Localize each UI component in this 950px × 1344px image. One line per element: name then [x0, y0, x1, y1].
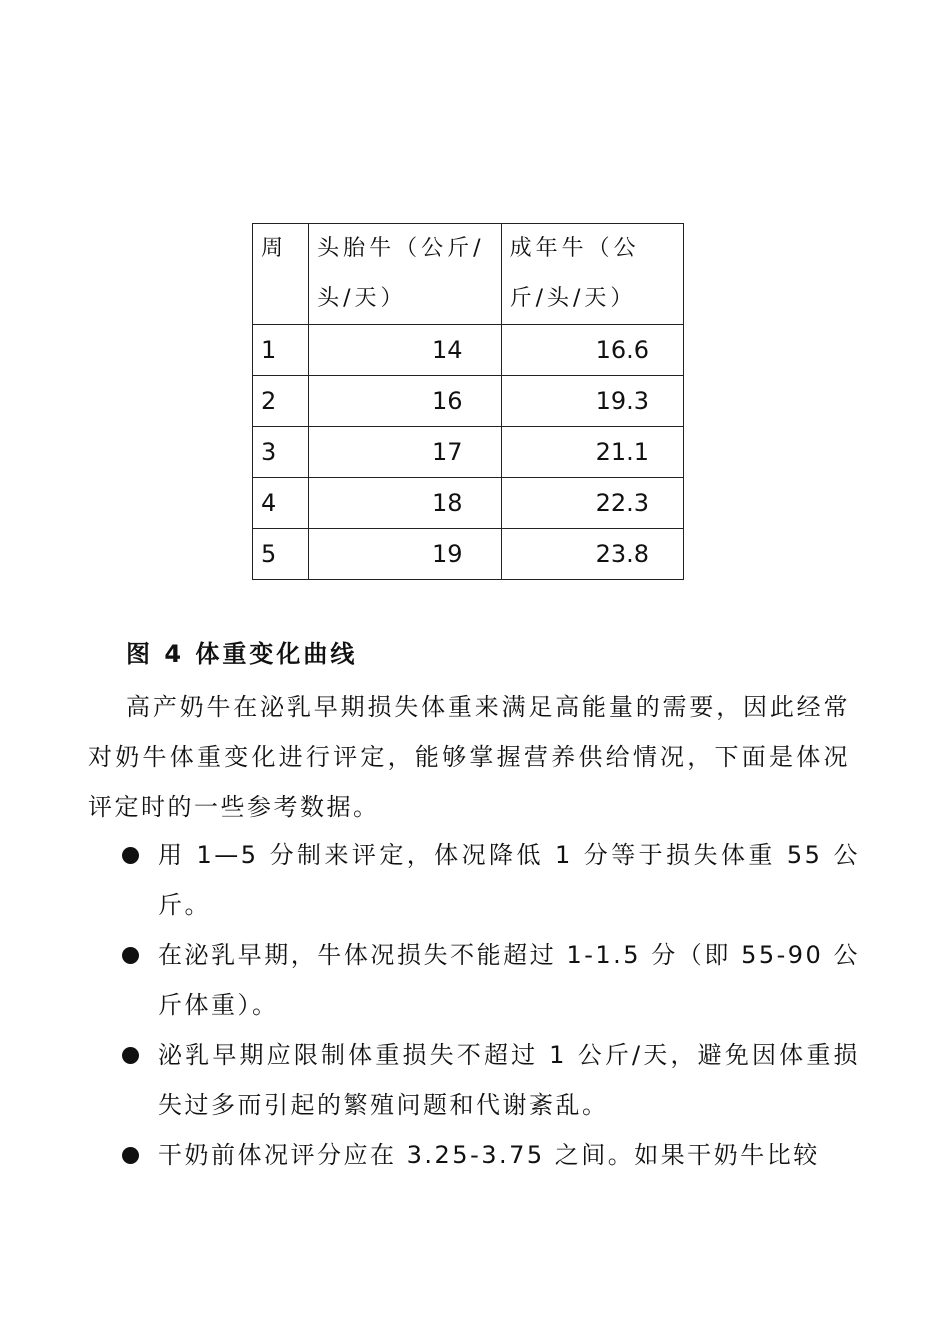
table-row [253, 427, 684, 478]
list-item [120, 930, 860, 1030]
first-calf-cell: 14 [309, 325, 501, 376]
first-calf-cell: 16 [309, 376, 501, 427]
bullet-icon [122, 847, 139, 864]
week-cell: 5 [253, 529, 309, 580]
list-item-text: 泌乳早期应限制体重损失不超过 1 公斤/天，避免因体重损失过多而引起的繁殖问题和代谢紊乱。 [158, 1041, 860, 1119]
header-adult-cow: 成年牛（公斤/头/天） [501, 224, 683, 325]
first-calf-cell: 18 [309, 478, 501, 529]
adult-cow-cell: 23.8 [501, 529, 683, 580]
list-item [120, 1030, 860, 1130]
bullet-list [120, 830, 860, 1180]
adult-cow-cell: 22.3 [501, 478, 683, 529]
body-paragraph: 高产奶牛在泌乳早期损失体重来满足高能量的需要，因此经常对奶牛体重变化进行评定，能够掌握营养供给情况，下面是体况评定时的一些参考数据。 [88, 693, 850, 821]
table-row [253, 325, 684, 376]
bullet-icon [122, 1147, 139, 1164]
list-item-text: 在泌乳早期，牛体况损失不能超过 1-1.5 分（即 55-90 公斤体重）。 [158, 941, 860, 1019]
adult-cow-cell: 21.1 [501, 427, 683, 478]
table-row [253, 376, 684, 427]
bullet-icon [122, 947, 139, 964]
figure-title: 图 4 体重变化曲线 [126, 640, 358, 668]
week-cell: 3 [253, 427, 309, 478]
bullet-icon [122, 1047, 139, 1064]
week-cell: 2 [253, 376, 309, 427]
weight-table [252, 223, 684, 580]
first-calf-cell: 19 [309, 529, 501, 580]
adult-cow-cell: 19.3 [501, 376, 683, 427]
list-item [120, 1130, 860, 1180]
week-cell: 1 [253, 325, 309, 376]
header-week: 周 [253, 224, 309, 325]
table-header-row [253, 224, 684, 325]
table-row [253, 529, 684, 580]
list-item-text: 用 1—5 分制来评定，体况降低 1 分等于损失体重 55 公斤。 [158, 841, 860, 919]
list-item-text: 干奶前体况评分应在 3.25-3.75 之间。如果干奶牛比较 [158, 1141, 820, 1169]
table-row [253, 478, 684, 529]
list-item [120, 830, 860, 930]
header-first-calf: 头胎牛（公斤/头/天） [309, 224, 501, 325]
first-calf-cell: 17 [309, 427, 501, 478]
adult-cow-cell: 16.6 [501, 325, 683, 376]
week-cell: 4 [253, 478, 309, 529]
